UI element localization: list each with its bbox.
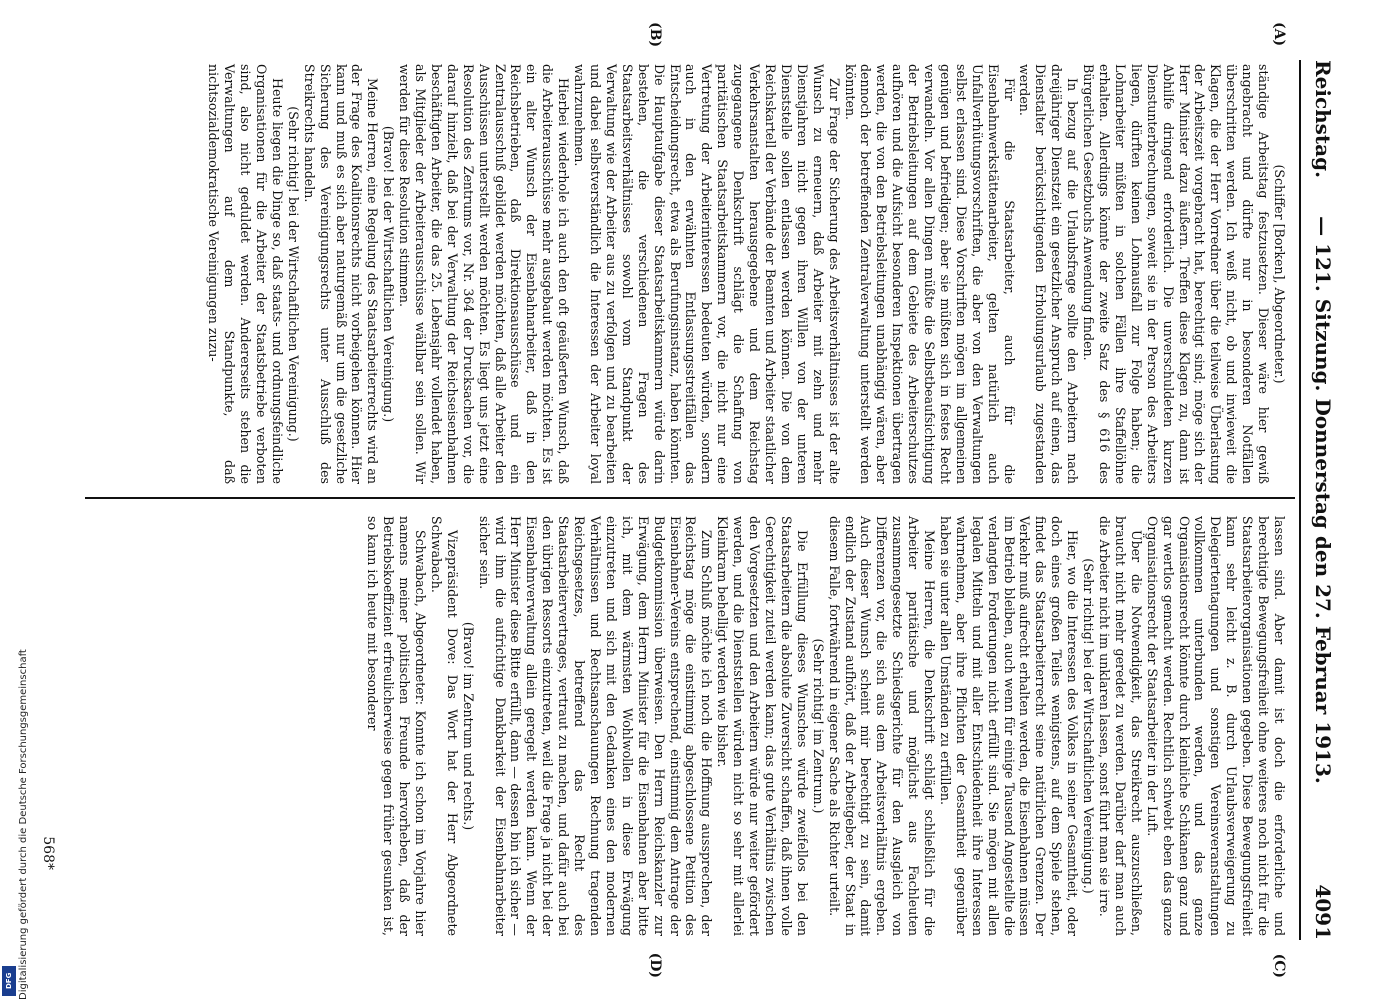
- paragraph: Die Erfüllung dieses Wunsches würde zweifellos bei den Staatsarbeitern die absolute Zuversicht schaffen, daß ihnen volle Gerechtigkeit zuteil werden kann; das gute Verhältnis zwischen den Vorgesetzten und den Arbeitern würde nur weiter gefördert werden, und die Dienststellen würden nicht so sehr mit allerlei Kleinkram behelligt werden wie bisher.: [715, 516, 810, 936]
- margin-letter-c: (C): [1271, 953, 1287, 978]
- paragraph: Meine Herren, eine Regelung des Staatsarbeiterrechts wird an der Frage des Koalitionsrechts nicht vorbeigehen können. Hier kann und muß es sich aber naturgemäß nur um die gesetzliche Sicherung des Vereinigungsrechts unter Ausschluß des Streikrechts handeln.: [301, 64, 381, 484]
- header-rule: [1299, 60, 1301, 940]
- paragraph: Zur Frage der Sicherung des Arbeitsverhältnisses ist der alte Wunsch zu erneuern, daß Arbeiter mit zehn und mehr Dienstjahren nicht gegen ihren Willen von der unteren Dienststelle sollen entlassen werden können. Die von dem Reichskartell der Verbände der Beamten und Arbeiter staatlicher Verkehrsanstalten herausgegebene und dem Reichstag zugegangene Denkschrift schlägt die Schaffung von paritätischen Staatsarbeitskammern vor, die nicht nur eine Vertretung der Arbeiterinteressen bedeuten würden, sondern auch in den erwähnten Entlassungsstreitfällen das Entscheidungsrecht, etwa als Berufungsinstanz, haben könnten. Die Hauptaufgabe dieser Staatsarbeitskammern würde darin bestehen, die verschiedenen Fragen des Staatsarbeitsverhältnisses sowohl vom Standpunkt der Verwaltung wie der Arbeiter aus zu verfolgen und zu bearbeiten und dabei selbstverständlich die Interessen der Arbeiter loyal wahrzunehmen.: [572, 64, 842, 484]
- paragraph: Hier, wo die Interessen des Volkes in seiner Gesamtheit, oder doch eines großen Teiles wenigstens, auf dem Spiele stehen, findet das Staatsarbeiterrecht seine natürlichen Grenzen. Der Verkehr muß aufrecht erhalten werden, die Eisenbahnen müssen im Betrieb bleiben, auch wenn für einige Tausend Angestellte die verlangten Forderungen nicht erfüllt sind. Sie mögen mit allen legalen Mitteln und mit aller Entschiedenheit ihre Interessen wahrnehmen, aber ihre Pflichten der Gesamtheit gegenüber haben sie unter allen Umständen zu erfüllen.: [937, 516, 1081, 936]
- paragraph: ständige Arbeitstag festzusetzen. Dieser wäre hier gewiß angebracht und dürfte nur in besonderen Notfällen überschritten werden. Ich weiß nicht, ob und inwieweit die Klagen, die der Herr Vorredner über die teilweise Überlastung der Arbeitszeit vorgebracht hat, berechtigt sind; möge sich der Herr Minister dazu äußern. Treffen diese Klagen zu, dann ist Abhilfe dringend erforderlich. Die unverschuldeten kurzen Dienstunterbrechungen, soweit sie in der Person des Arbeiters liegen, dürften keinen Lohnausfall zur Folge haben; die Lohnarbeiter müßten in solchen Fällen ihre Staffellöhne erhalten. Allerdings könnte der zweite Satz des § 616 des Bürgerlichen Gesetzbuchs Anwendung finden.: [1081, 64, 1272, 484]
- paragraph: (Schiffer [Borken], Abgeordneter.): [1272, 164, 1287, 384]
- header-page-number: 4091: [1311, 884, 1335, 940]
- interjection: (Sehr richtig! im Zentrum.): [810, 638, 826, 814]
- paragraph: In bezug auf die Urlaubsfrage sollte den Arbeitern nach dreijähriger Dienstzeit ein gesetzlicher Anspruch auf einen, das Dienstalter berücksichtigenden Erholungsurlaub zugestanden werden.: [1017, 64, 1081, 484]
- paragraph: Schwabach, Abgeordneter: Konnte ich schon im Vorjahre hier namens meiner politischen Freunde hervorheben, daß der Betriebskoeffizient erfreulicherweise gegen früher gesunken ist, so kann ich heute mit besonderer: [365, 516, 429, 936]
- header-center: — 121. Sitzung. Donnerstag den 27. Februar 1913.: [1311, 216, 1335, 784]
- paragraph: Vizepräsident Dove: Das Wort hat der Herr Abgeordnete Schwabach.: [428, 516, 460, 936]
- paragraph: Meine Herren, die Denkschrift schlägt schließlich für die Arbeiter paritätische und möglichst aus Fachleuten zusammengesetzte Schiedsgerichte für den Ausgleich von Differenzen vor, die sich aus dem Arbeitsverhältnis ergeben. Auch dieser Wunsch scheint mir berechtigt zu sein, damit endlich der Zustand aufhört, daß der Arbeitgeber, der Staat in diesem Falle, fortwährend in eigener Sache als Richter urteilt.: [826, 516, 938, 936]
- interjection: (Sehr richtig! bei der Wirtschaftlichen Vereinigung.): [285, 106, 301, 442]
- interjection: (Bravo! bei der Wirtschaftlichen Vereinigung.): [381, 125, 397, 423]
- paragraph: Heute liegen die Dinge so, daß staats- und ordnungsfeindliche Organisationen für die Arbeiter der Staatsbetriebe verboten sind, also nicht geduldet werden. Andererseits stehen die Verwaltungen auf dem Standpunkte, daß nichtsozialdemokratische Vereinigungen zuzu-: [206, 64, 285, 484]
- interjection: (Bravo! im Zentrum und rechts.): [460, 621, 476, 831]
- interjection: (Sehr richtig! bei der Wirtschaftlichen Vereinigung.): [1081, 558, 1097, 894]
- paragraph: Zum Schluß möchte ich noch die Hoffnung aussprechen, der Reichstag möge die einstimmig abgeschlossene Petition des Eisenbahner-Vereins entsprechend, einstimmig dem Antrage der Budgetkommission überweisen. Den Herrn Reichskanzler zur Erwägung, dem Herrn Minister für die Eisenbahnen aber bitte ich, mit dem wärmsten Wohlwollen in diese Erwägung einzutreten und sich mit den Gedanken eines den modernen Verhältnissen und Rechtsanschauungen Rechnung tragenden Reichsgesetzes, betreffend das Recht des Staatsarbeitervertrages, vertraut zu machen, und dafür auch bei den übrigen Ressorts einzutreten, weil die Frage ja nicht bei der Eisenbahnverwaltung allein geregelt werden kann. Wenn der Herr Minister diese Bitte erfüllt, dann — dessen bin ich sicher — wird ihm die aufrichtige Dankbarkeit der Eisenbahnarbeiter sicher sein.: [476, 516, 715, 936]
- page-header: [1301, 60, 1335, 940]
- column-divider: [85, 497, 1295, 499]
- left-column: [205, 64, 1287, 484]
- paragraph: Für die Staatsarbeiter, auch für die Eisenbahnwerkstättenarbeiter, gelten natürlich auch Unfallverhütungsvorschriften, die aber von den Verwaltungen selbst erlassen sind. Diese Vorschriften mögen im allgemeinen genügen und befriedigen; aber sie müßten sich in festes Recht verwandeln. Vor allen Dingen müßte die Selbstbeaufsichtigung der Betriebsleitungen auf dem Gebiete des Arbeiterschutzes aufhören und die Aufsicht besonderen Inspektionen übertragen werden, die von den Betriebsleitungen unabhängig wären, aber dennoch der betreffenden Zentralverwaltung unterstellt werden könnten.: [842, 64, 1017, 484]
- dfg-logo-icon: DFG: [2, 966, 16, 996]
- paragraph: lassen sind. Aber damit ist doch die erforderliche und berechtigte Bewegungsfreiheit ohne weiteres noch nicht für die Staatsarbeiterorganisationen gegeben. Diese Bewegungsfreiheit kann sehr leicht z. B. durch Urlaubsverweigerung zu Delegiertentagungen und sonstigen Vereinsveranstaltungen vollkommen unterbunden werden, und das ganze Organisationsrecht könnte durch kleinliche Schikanen ganz und gar wertlos gemacht werden. Rechtlich schwebt eben das ganze Organisationsrecht der Staatsarbeiter in der Luft.: [1144, 516, 1287, 936]
- margin-letter-a: (A): [1271, 22, 1287, 47]
- paragraph: Über die Notwendigkeit, das Streikrecht auszuschließen, braucht nicht mehr geredet zu werden. Darüber darf man auch die Arbeiter nicht im unklaren lassen, sonst führt man sie irre.: [1097, 516, 1144, 936]
- footer-page-number: 568*: [40, 836, 56, 870]
- right-column: [364, 516, 1287, 936]
- header-left: Reichstag.: [1311, 60, 1335, 179]
- margin-letter-b: (B): [647, 22, 663, 48]
- paragraph: Hierbei wiederhole ich auch den oft geäußerten Wunsch, daß die Arbeiterausschüsse mehr ausgebaut werden möchten. Es ist ein alter Wunsch der Eisenbahnarbeiter, daß in den Reichsbetrieben, daß Direktionsausschüsse und ein Zentralausschuß gebildet werden möchten, daß alle Arbeiter den Ausschüssen unterstellt werden möchten. Es liegt uns jetzt eine Resolution des Zentrums vor, Nr. 364 der Drucksachen vor, die darauf hinzielt, daß bei der Verwaltung der Reichseisenbahnen beschäftigten Arbeiter, die das 25. Lebensjahr vollendet haben, als Mitglieder der Arbeiterausschüsse wählbar sein sollen. Wir werden für diese Resolution stimmen.: [397, 64, 572, 484]
- margin-letter-d: (D): [647, 952, 663, 978]
- digitization-credit: Digitalisierung gefördert durch die Deutsche Forschungsgemeinschaft: [18, 649, 29, 1000]
